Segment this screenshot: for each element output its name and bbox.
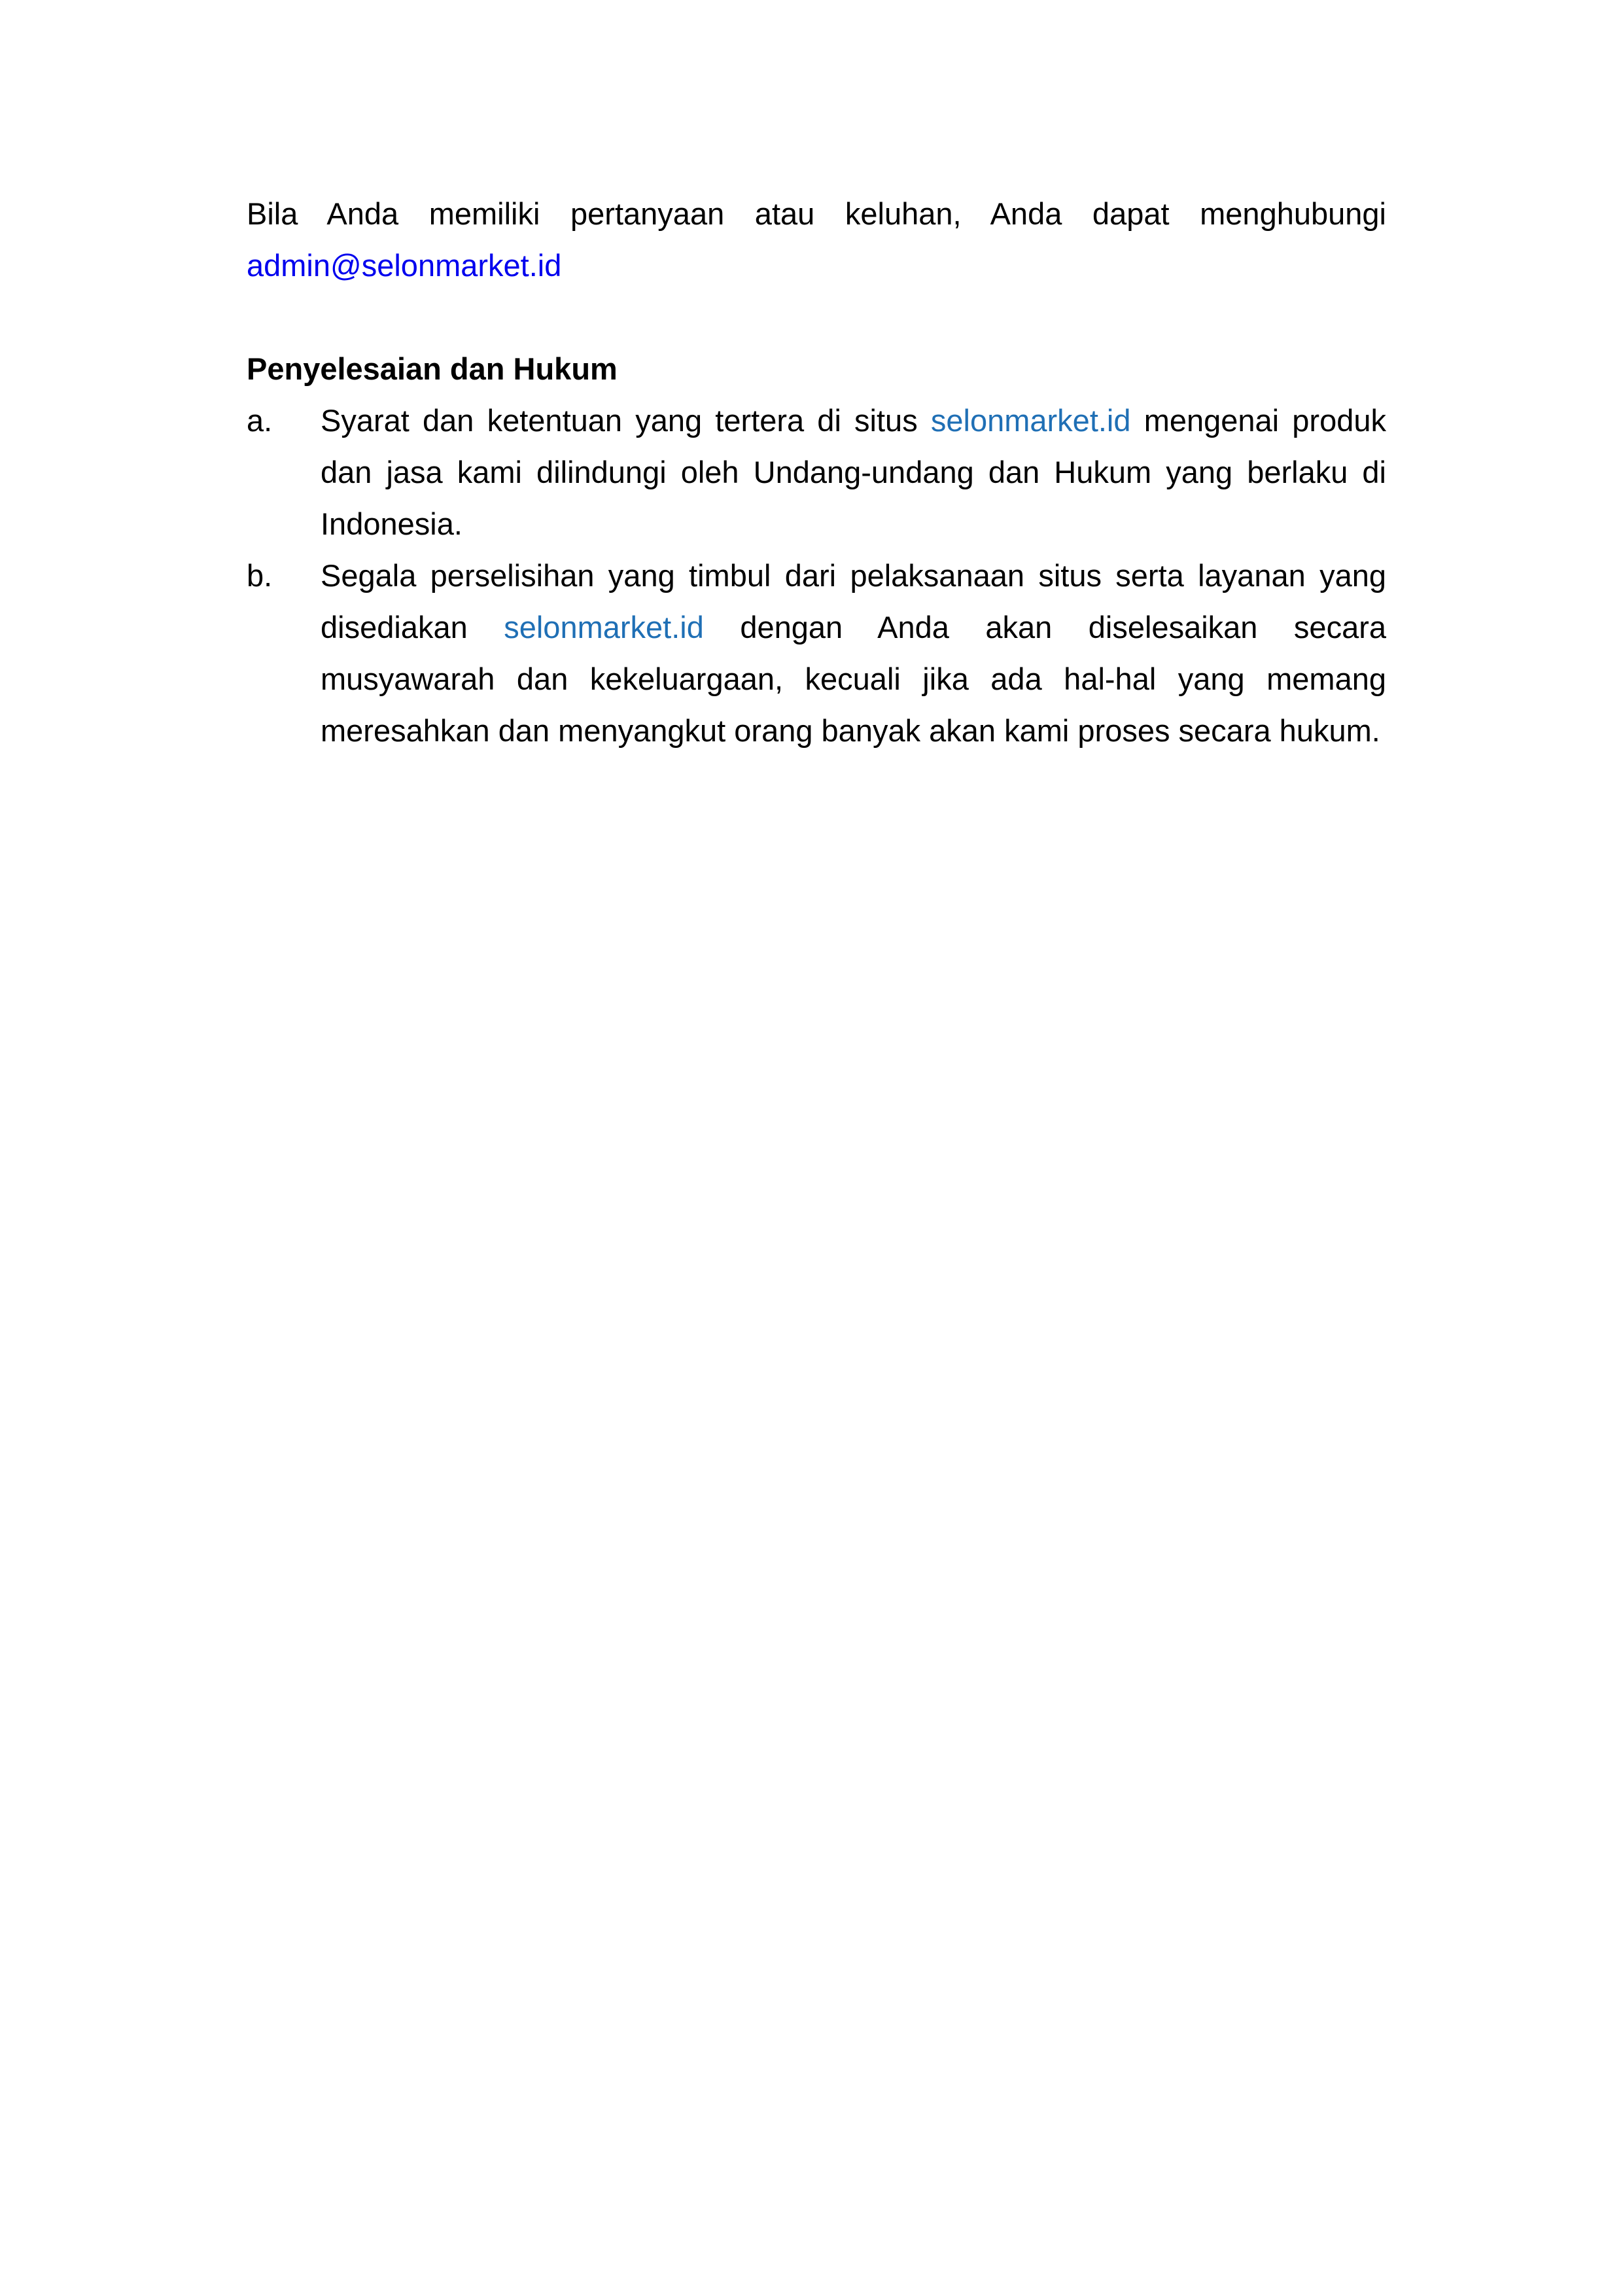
page-content bbox=[247, 188, 1386, 756]
contact-paragraph bbox=[247, 188, 1386, 291]
list-item-b bbox=[247, 550, 1386, 756]
site-link-a[interactable]: selonmarket.id bbox=[930, 403, 1131, 438]
list-text-a-before: Syarat dan ketentuan yang tertera di situs bbox=[321, 403, 918, 438]
list-text-a-after: mengenai produk dan jasa kami dilindungi oleh Undang-undang dan Hukum yang berlaku di Indonesia. bbox=[321, 403, 1386, 541]
list-marker-a: a. bbox=[247, 403, 273, 438]
contact-email-link[interactable]: admin@selonmarket.id bbox=[247, 248, 562, 283]
list-text-b-before: Segala perselisihan yang timbul dari pelaksanaan situs serta layanan yang disediakan bbox=[321, 558, 1386, 645]
list-item-a bbox=[247, 395, 1386, 550]
list-text-b bbox=[321, 550, 1386, 756]
list-marker-b: b. bbox=[247, 558, 273, 593]
section-heading: Penyelesaian dan Hukum bbox=[247, 351, 618, 386]
site-link-b[interactable]: selonmarket.id bbox=[504, 610, 704, 645]
list-text-b-after: dengan Anda akan diselesaikan secara musyawarah dan kekeluargaan, kecuali jika ada hal-hal yang memang meresahkan dan menyangkut orang banyak akan kami proses secara hukum. bbox=[321, 610, 1386, 748]
list-text-a bbox=[321, 395, 1386, 550]
contact-text: Bila Anda memiliki pertanyaan atau keluhan, Anda dapat menghubungi bbox=[247, 196, 1386, 231]
